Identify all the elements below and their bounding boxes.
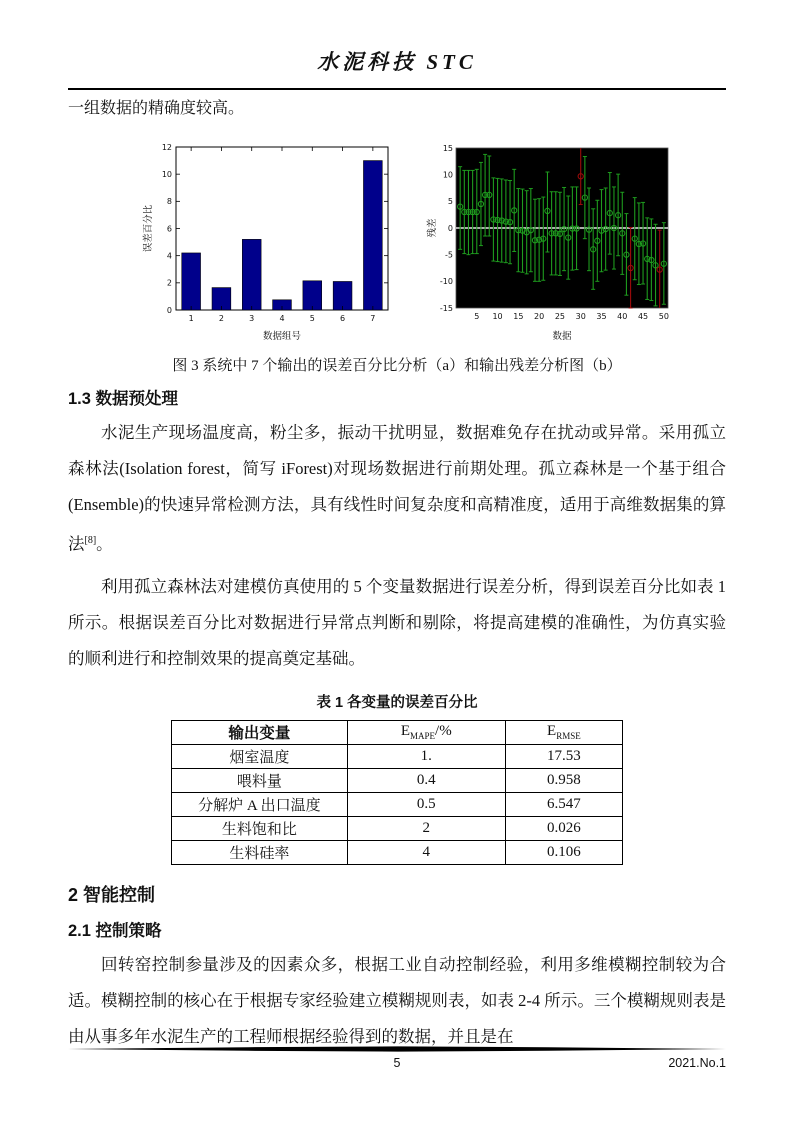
svg-text:12: 12 <box>161 142 172 152</box>
issue-label: 2021.No.1 <box>668 1056 726 1070</box>
svg-text:30: 30 <box>575 312 586 321</box>
bar-chart-error-percent <box>140 140 398 342</box>
svg-text:35: 35 <box>596 312 607 321</box>
header-rule <box>68 88 726 90</box>
svg-text:6: 6 <box>340 314 346 323</box>
table-header-row <box>172 720 623 744</box>
errorbar-chart-residuals <box>426 142 678 342</box>
table-row: 烟室温度 1. 17.53 <box>172 744 623 768</box>
svg-text:50: 50 <box>658 312 669 321</box>
intro-paragraph: 一组数据的精确度较高。 <box>68 100 245 117</box>
table-row: 分解炉 A 出口温度 0.5 6.547 <box>172 792 623 816</box>
paragraph-text: 水泥生产现场温度高，粉尘多，振动干扰明显，数据难免存在扰动或异常。采用孤立森林法(Isolation forest，简写 iForest)对现场数据进行前期处理。孤立森林是一个基于组合(Ensemble)的快速异常检测方法，具有线性时间复杂度和高精准度，适用于高维数据集的算法 <box>68 423 726 554</box>
page-number: 5 <box>393 1056 401 1070</box>
svg-text:10: 10 <box>442 170 453 180</box>
section-heading-1-3: 1.3 数据预处理 <box>68 390 179 408</box>
svg-text:8: 8 <box>166 197 172 207</box>
journal-title: 水泥科技 STC <box>317 50 477 74</box>
svg-text:-15: -15 <box>439 303 453 313</box>
svg-text:2: 2 <box>166 278 172 288</box>
col-header-emape: $E_{MAPE}/\%$ <box>347 720 505 744</box>
svg-text:4: 4 <box>166 251 172 261</box>
svg-text:残差: 残差 <box>427 218 438 238</box>
footer-rule <box>68 1046 726 1052</box>
svg-text:45: 45 <box>637 312 649 321</box>
paragraph-preprocessing-2: 利用孤立森林法对建模仿真使用的 5 个变量数据进行误差分析，得到误差百分比如表 1 所示。根据误差百分比对数据进行异常点判断和剔除，将提高建模的准确性，为仿真实验的顺利进行和控制效果的提高奠定基础。 <box>68 576 726 668</box>
col-header-ermse: $E_{RMSE}$ <box>505 720 622 744</box>
paragraph-preprocessing-1 <box>68 415 726 563</box>
svg-text:0: 0 <box>447 223 453 233</box>
svg-text:3: 3 <box>249 314 255 323</box>
svg-text:误差百分比: 误差百分比 <box>143 204 154 253</box>
paragraph-text-end: 。 <box>96 534 113 554</box>
svg-text:5: 5 <box>447 197 453 207</box>
section-heading-2-1: 2.1 控制策略 <box>68 921 162 940</box>
table-row: 生料硅率 4 0.106 <box>172 840 623 864</box>
svg-text:5: 5 <box>474 312 480 321</box>
table-row: 生料饱和比 2 0.026 <box>172 816 623 840</box>
svg-text:25: 25 <box>554 312 566 321</box>
svg-text:-10: -10 <box>439 277 453 287</box>
citation-8: [8] <box>84 535 97 546</box>
figure-caption: 图 3 系统中 7 个输出的误差百分比分析（a）和输出残差分析图（b） <box>172 358 622 374</box>
table-1-error-percent <box>171 720 623 865</box>
svg-text:0: 0 <box>166 305 172 315</box>
svg-text:-5: -5 <box>445 250 453 260</box>
svg-text:数据组号: 数据组号 <box>262 331 302 342</box>
svg-text:15: 15 <box>442 143 453 153</box>
paragraph-control-strategy: 回转窑控制参量涉及的因素众多，根据工业自动控制经验，利用多维模糊控制较为合适。模糊控制的核心在于根据专家经验建立模糊规则表，如表 2-4 所示。三个模糊规则表是由从事多年水泥生产的工程师根据经验得到的数据，并且是在 <box>68 954 726 1046</box>
svg-text:20: 20 <box>534 312 545 321</box>
table-row: 喂料量 0.4 0.958 <box>172 768 623 792</box>
svg-text:数据: 数据 <box>552 331 572 342</box>
svg-text:4: 4 <box>279 314 285 323</box>
svg-text:5: 5 <box>309 314 315 323</box>
svg-text:40: 40 <box>617 312 628 321</box>
svg-text:1: 1 <box>188 314 194 323</box>
svg-text:10: 10 <box>492 312 503 321</box>
figure-3 <box>140 140 726 342</box>
svg-text:15: 15 <box>513 312 524 321</box>
svg-text:2: 2 <box>218 314 224 323</box>
table-1-caption: 表 1 各变量的误差百分比 <box>316 694 478 711</box>
svg-text:7: 7 <box>370 314 376 323</box>
page-footer <box>68 1046 726 1070</box>
col-header-output-variable: 输出变量 <box>172 720 348 744</box>
svg-text:6: 6 <box>166 224 172 234</box>
svg-text:10: 10 <box>161 169 172 179</box>
section-heading-2: 2 智能控制 <box>68 884 156 905</box>
